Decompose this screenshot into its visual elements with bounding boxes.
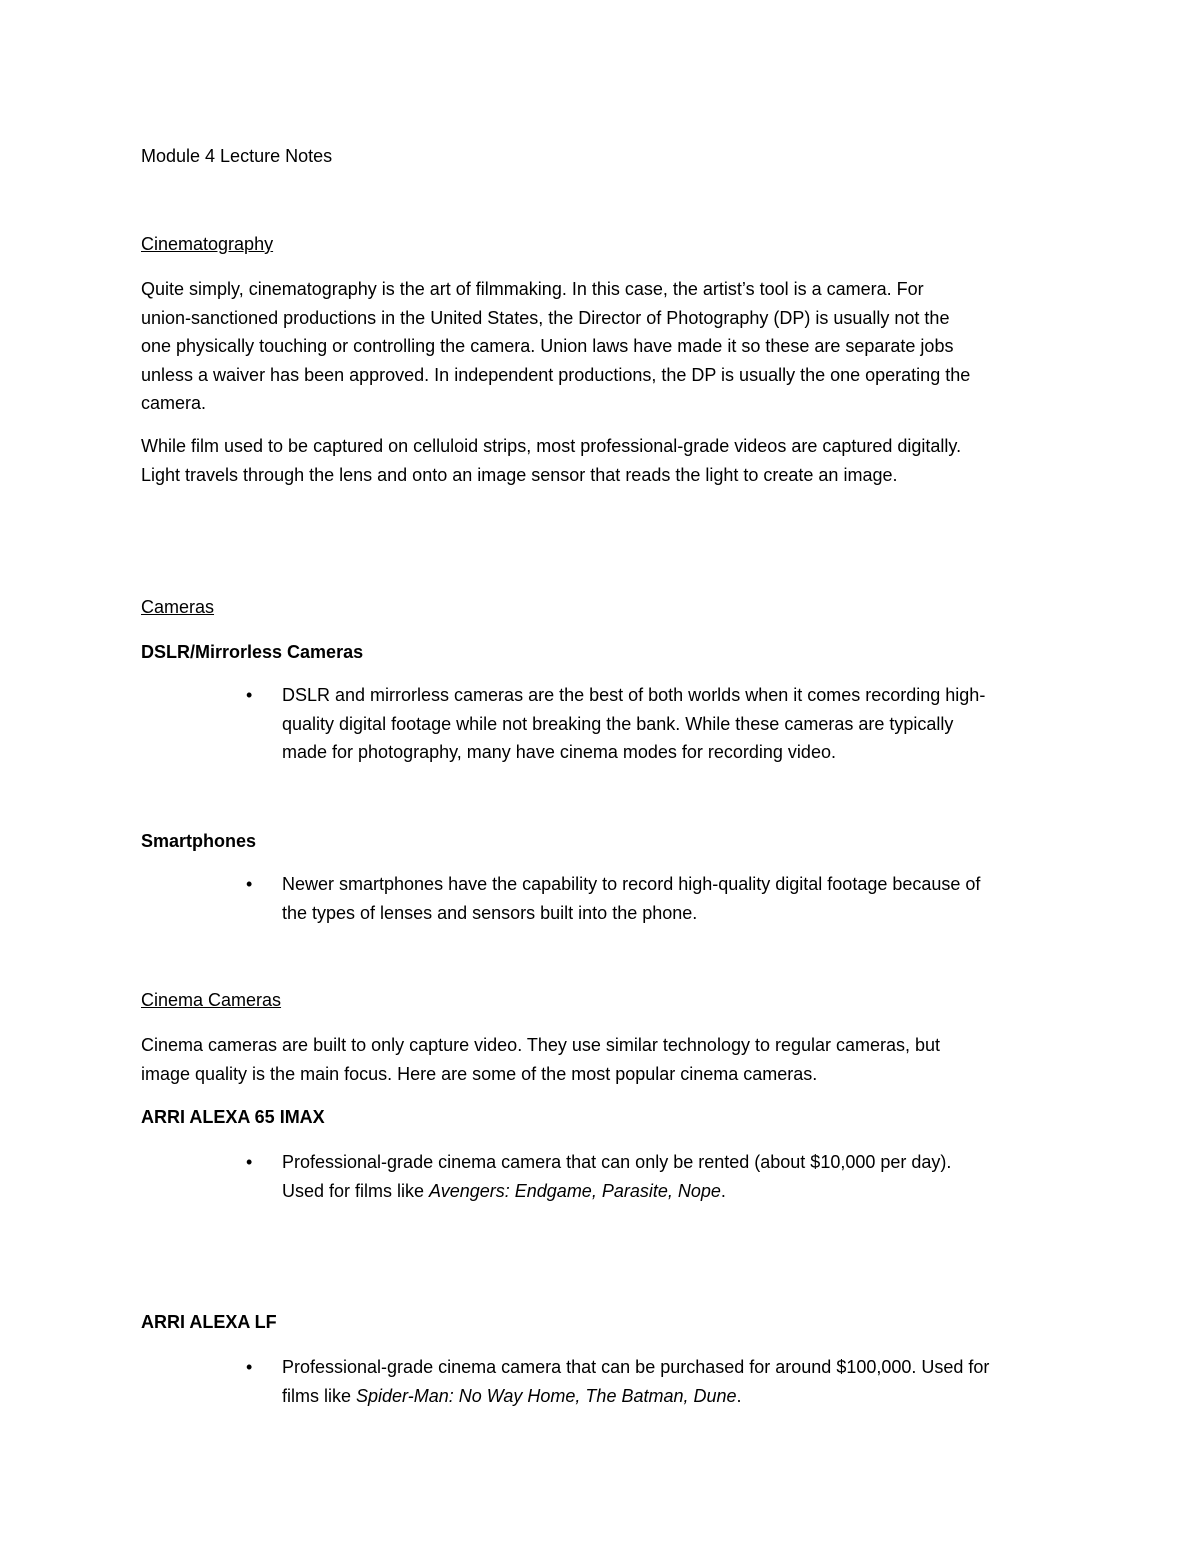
alexa65-line2-suffix: .: [720, 1180, 726, 1201]
bullet-icon: •: [246, 685, 253, 705]
cinematography-p1-line-2: union-sanctioned productions in the United States, the Director of Photography (DP) is usually not the: [141, 307, 950, 328]
dslr-bullet-line-3: made for photography, many have cinema modes for recording video.: [282, 742, 836, 762]
smartphones-bullet-line-2: the types of lenses and sensors built into the phone.: [282, 902, 698, 923]
alexa65-line2-prefix: Used for films like: [282, 1180, 430, 1201]
alexalf-line2-suffix: .: [736, 1385, 742, 1406]
cinematography-p1-line-1: Quite simply, cinematography is the art of filmmaking. In this case, the artist’s tool is a camera. For: [141, 279, 924, 299]
alexa65-film-titles: Avengers: Endgame, Parasite, Nope: [429, 1180, 721, 1201]
dslr-heading: DSLR/Mirrorless Cameras: [141, 642, 364, 662]
smartphones-bullet-line-1: Newer smartphones have the capability to record high-quality digital footage because of: [282, 874, 981, 894]
cameras-heading: Cameras: [141, 597, 215, 617]
cinema-cameras-heading: Cinema Cameras: [141, 990, 282, 1010]
alexalf-film-titles: Spider-Man: No Way Home, The Batman, Dune: [356, 1385, 737, 1406]
bullet-icon: •: [246, 1357, 253, 1377]
dslr-bullet-line-2: quality digital footage while not breaking the bank. While these cameras are typically: [282, 713, 954, 734]
bullet-icon: •: [246, 1152, 253, 1172]
bullet-icon: •: [246, 874, 253, 894]
page-title: Module 4 Lecture Notes: [141, 146, 333, 166]
cinematography-heading: Cinematography: [141, 234, 274, 254]
alexalf-heading: ARRI ALEXA LF: [141, 1312, 277, 1332]
cinematography-p2-line-1: While film used to be captured on celluloid strips, most professional-grade videos are captured digitally.: [141, 436, 962, 456]
alexa65-heading: ARRI ALEXA 65 IMAX: [141, 1107, 325, 1127]
cinema-cameras-intro-line-2: image quality is the main focus. Here are some of the most popular cinema cameras.: [141, 1063, 818, 1084]
cinematography-p1-line-4: unless a waiver has been approved. In independent productions, the DP is usually the one operating the: [141, 364, 971, 385]
alexalf-line2-prefix: films like: [282, 1385, 357, 1406]
cinematography-p1-line-5: camera.: [141, 393, 207, 413]
cinematography-p2-line-2: Light travels through the lens and onto an image sensor that reads the light to create an image.: [141, 464, 898, 485]
alexalf-bullet-line-1: Professional-grade cinema camera that can be purchased for around $100,000. Used for: [282, 1357, 990, 1377]
smartphones-heading: Smartphones: [141, 831, 257, 851]
cinematography-p1-line-3: one physically touching or controlling the camera. Union laws have made it so these are separate jobs: [141, 336, 954, 356]
alexa65-bullet-line-2: [282, 1177, 726, 1206]
dslr-bullet-line-1: DSLR and mirrorless cameras are the best of both worlds when it comes recording high-: [282, 685, 986, 705]
alexa65-bullet-line-1: Professional-grade cinema camera that can only be rented (about $10,000 per day).: [282, 1152, 952, 1172]
alexalf-bullet-line-2: [282, 1382, 742, 1411]
cinema-cameras-intro-line-1: Cinema cameras are built to only capture video. They use similar technology to regular cameras, but: [141, 1035, 941, 1055]
